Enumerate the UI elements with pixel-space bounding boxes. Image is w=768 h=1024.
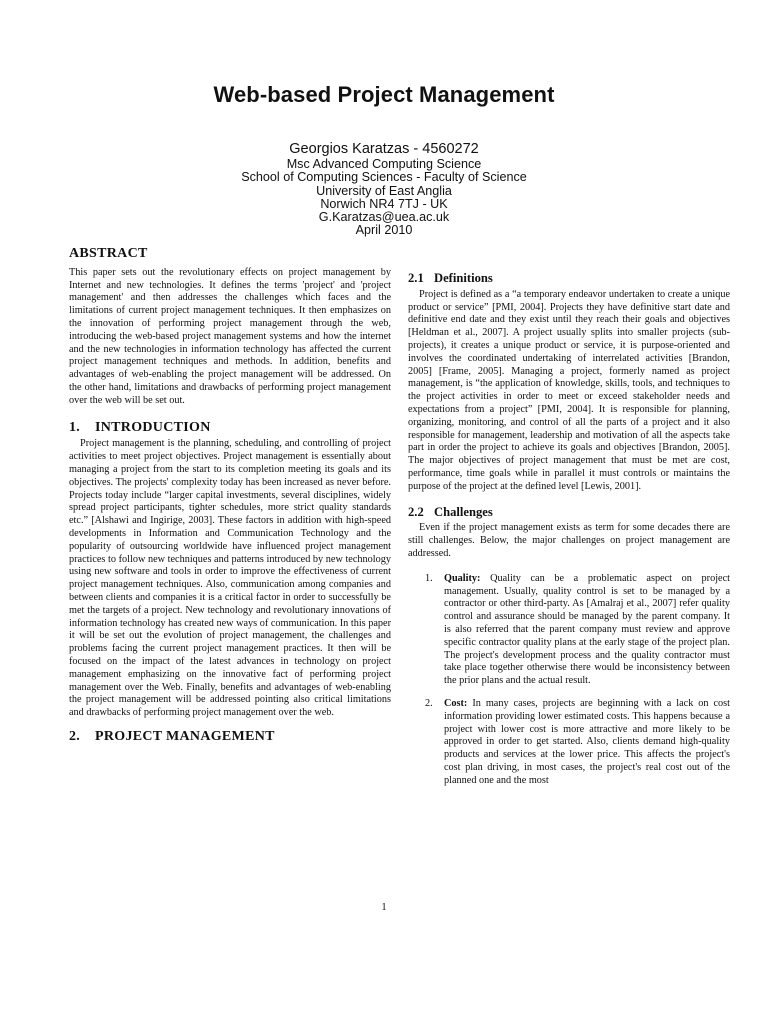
definitions-text: Project is defined as a “a temporary endeavor undertaken to create a unique product or service” [PMI, 2004]. Projects they have definitive start date and definitive end date and they exist until they reach their goals and objectives [Heldman et al., 2007]. A project usually splits into smaller projects (sub-projects), it creates a unique product or service, it is purpose-oriented and involves the coordinated undertaking of interrelated activities [Brandon, 2005] [Frame, 2005]. Managing a project, formerly named as project management, is “the application of knowledge, skills, tools, and techniques to the project activities in order to meet or exceed stakeholder needs and expectations from a project” [PMI, 2004]. It is responsible for planning, organizing, monitoring, and control of all the parts of a project and it also responsible for management, leadership and motivation of all the aspects take part in order the project to achieve its goals and objectives [Brandon, 2005]. The major objectives of project management that must be met are cost, performance, time goals while in parallel it must controls or maintains the purpose of the project at the defined level [Lewis, 2001]. — [408, 288, 730, 492]
abstract-text: This paper sets out the revolutionary effects on project management by Internet and new technologies. It defines the terms 'project' and 'project management' and then addresses the challenges which faces and the limitations of current project management techniques. It then emphasizes on the innovation of performing project management through the web, introducing the web-based project management systems and how the internet and the new technologies in information technology has affected the current project management techniques and methods. In addition, benefits and advantages of web-enabling the project management will be addressed. On the other hand, limitations and drawbacks of performing project management over the web will be set out. — [69, 266, 391, 406]
challenges-intro: Even if the project management exists as term for some decades there are still challenges. Below, the major challenges on project management are addressed. — [408, 522, 730, 559]
author-name: Georgios Karatzas - 4560272 — [289, 141, 479, 157]
list-marker: 2. — [425, 697, 433, 709]
list-item — [408, 698, 730, 788]
subsection-2-1-heading — [408, 272, 730, 285]
section-1-heading — [69, 419, 391, 435]
left-column — [69, 248, 391, 744]
author-email: G.Karatzas@uea.ac.uk — [318, 210, 450, 225]
subsection-title: Challenges — [434, 504, 493, 519]
list-text: In many cases, projects are beginning with a lack on cost information providing lower estimated costs. This happens because a project with lower cost is more attractive and more likely to be approved in order to get started. Also, clients demand high-quality products and services at the lower price. This affects the project's cost plan driving, in most cases, the project's real cost out of the planned one and the most — [444, 697, 731, 786]
author-address: Norwich NR4 7TJ - UK — [320, 196, 448, 211]
page-number: 1 — [381, 902, 387, 913]
abstract-heading: ABSTRACT — [69, 246, 148, 261]
section-title: PROJECT MANAGEMENT — [95, 728, 275, 744]
section-2-heading — [69, 728, 391, 744]
list-term: Cost: — [444, 697, 468, 709]
author-school: School of Computing Sciences - Faculty of Science — [241, 170, 527, 185]
list-term: Quality: — [444, 572, 481, 584]
list-marker: 1. — [425, 572, 433, 584]
section-number: 1. — [69, 419, 81, 435]
introduction-text: Project management is the planning, scheduling, and controlling of project activities to meet project objectives. Project management is essentially about managing a project from the start to its completion meeting its goals and its objectives. The projects' complexity today has been increased as never before. Projects today include “larger capital investments, several disciplines, widely spread project participants, tighter schedules, more strict quality standards etc.” [Alshawi and Ingirige, 2003]. These factors in addition with high-speed developments in Information and Communication Technology and the popularity of outsourcing worldwide have influenced project management practices to follow new techniques and patterns introduced by new technology using new software and tools in order to improve the effectiveness of current project management techniques. Also, communication among companies and between clients and companies it is a critical factor in order to successfully be met the targets of a project. New technology and revolutionary innovations of information technology has created new ways of communication. In this paper it will be set out the evolution of project management, the challenges and problems facing the current project management practices. It then will be focused on the impact of the latest advances in technology on project management emphasizing on the innovative fact of performing project management over the Web. Finally, benefits and advantages of web-enabling the project management will be addressed pointing also critical limitations and drawbacks of performing project management over the web. — [69, 438, 391, 719]
challenges-list — [408, 573, 730, 788]
subsection-number: 2.2 — [408, 504, 424, 519]
subsection-title: Definitions — [434, 271, 493, 285]
author-university: University of East Anglia — [316, 183, 452, 198]
author-program: Msc Advanced Computing Science — [286, 157, 482, 171]
paper-title: Web-based Project Management — [213, 82, 555, 107]
author-block — [0, 140, 768, 238]
author-date: April 2010 — [355, 223, 413, 238]
section-number: 2. — [69, 728, 81, 744]
subsection-2-2-heading — [408, 506, 730, 519]
right-column — [408, 272, 730, 797]
list-text: Quality can be a problematic aspect on project management. Usually, quality control is set to be managed by a contractor or other third-party. As [Amalraj et al., 2007] refer quality control and assurance should be managed by the parent company. It is also referred that the parent company must review and approve specific contractor quality plans at the early stage of the project plan. The project's development process and the quality contractor must take place together otherwise there would be inconsistency between the prior plans and the actual result. — [444, 572, 731, 687]
subsection-number: 2.1 — [408, 271, 424, 285]
list-item — [408, 573, 730, 688]
section-title: INTRODUCTION — [95, 419, 211, 435]
